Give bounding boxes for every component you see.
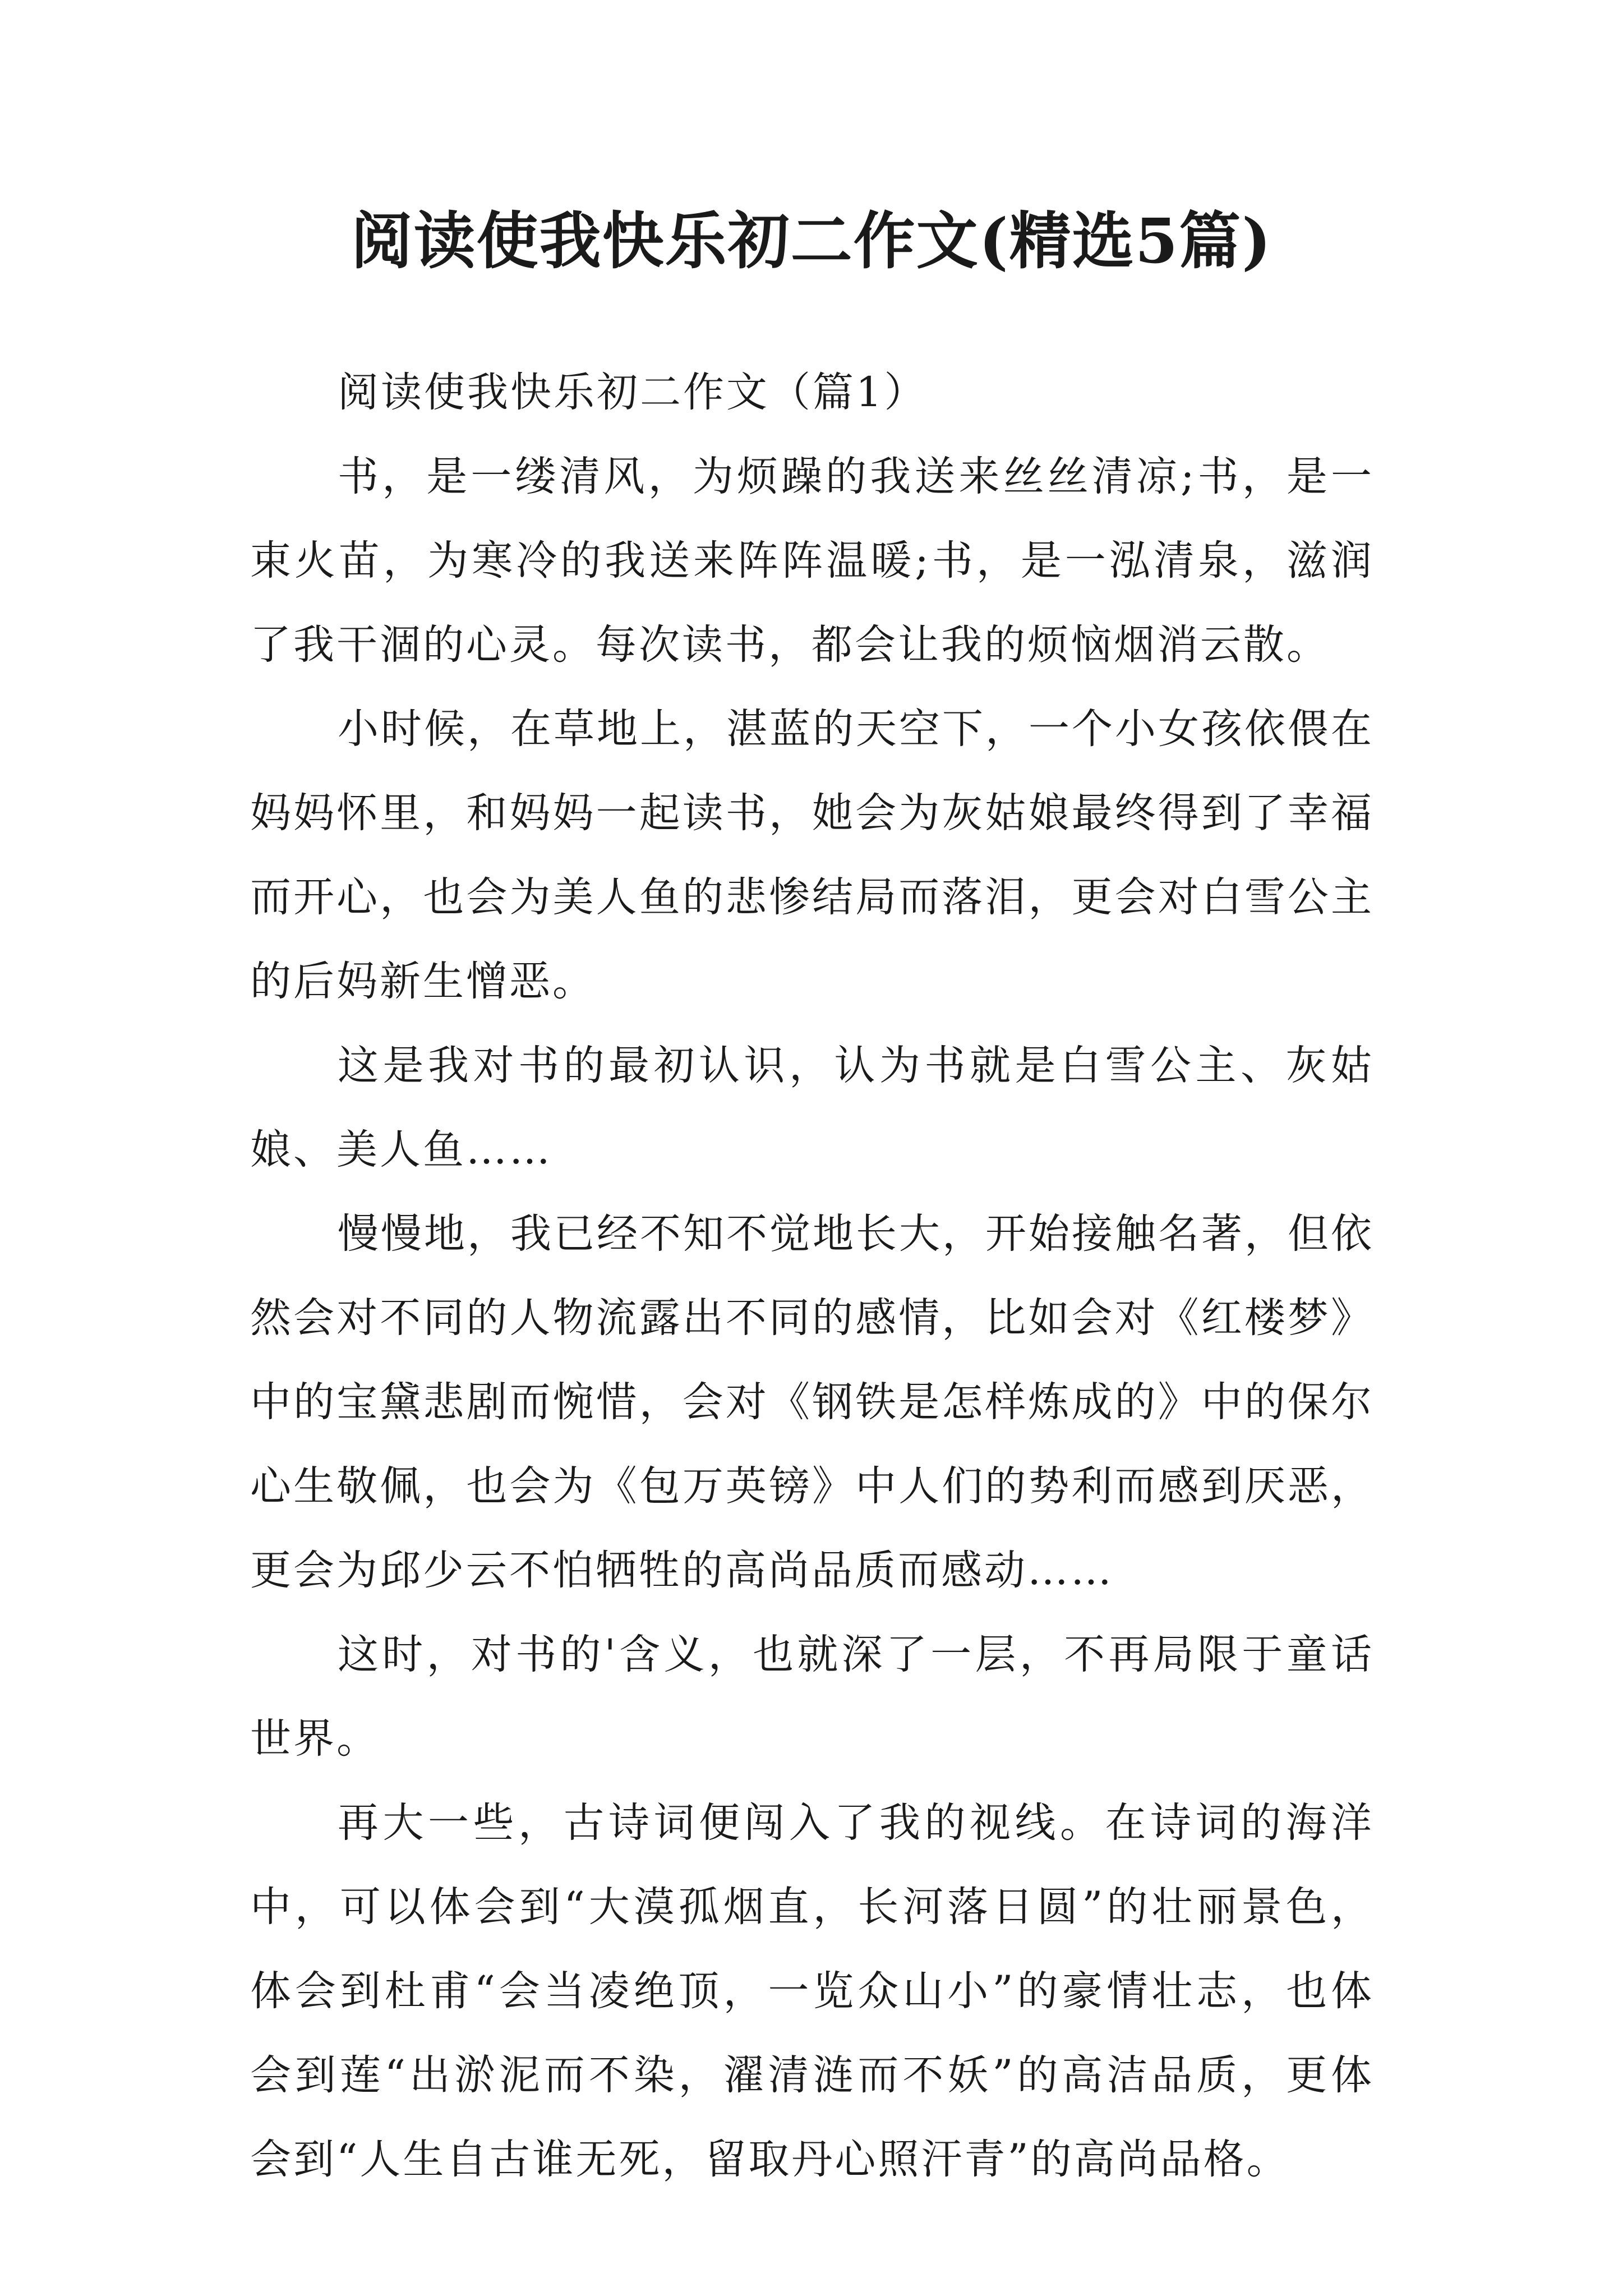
body-paragraph: 这是我对书的最初认识，认为书就是白雪公主、灰姑娘、美人鱼…… — [250, 1042, 1374, 1174]
body-paragraph: 书，是一缕清风，为烦躁的我送来丝丝清凉;书，是一束火苗，为寒冷的我送来阵阵温暖;书，是一泓清泉，滋润了我干涸的心灵。每次读书，都会让我的烦恼烟消云散。 — [250, 453, 1374, 669]
document-title: 阅读使我快乐初二作文(精选5篇) — [351, 205, 1272, 277]
document-body — [250, 351, 1374, 2202]
body-paragraph: 慢慢地，我已经不知不觉地长大，开始接触名著，但依然会对不同的人物流露出不同的感情，比如会对《红楼梦》中的宝黛悲剧而惋惜，会对《钢铁是怎样炼成的》中的保尔心生敬佩，也会为《包万英镑》中人们的势利而感到厌恶，更会为邱少云不怕牺牲的高尚品质而感动…… — [250, 1210, 1374, 1594]
body-paragraph: 这时，对书的'含义，也就深了一层，不再局限于童话世界。 — [250, 1631, 1374, 1763]
section-heading: 阅读使我快乐初二作文（篇1） — [338, 369, 928, 416]
body-paragraph: 再大一些，古诗词便闯入了我的视线。在诗词的海洋中，可以体会到“大漠孤烟直，长河落日圆”的壮丽景色，体会到杜甫“会当凌绝顶，一览众山小”的豪情壮志，也体会到莲“出淤泥而不染，濯清涟而不妖”的高洁品质，更体会到“人生自古谁无死，留取丹心照汗青”的高尚品格。 — [250, 1799, 1374, 2183]
body-paragraph: 小时候，在草地上，湛蓝的天空下，一个小女孩依偎在妈妈怀里，和妈妈一起读书，她会为灰姑娘最终得到了幸福而开心，也会为美人鱼的悲惨结局而落泪，更会对白雪公主的后妈新生憎恶。 — [250, 705, 1374, 1005]
